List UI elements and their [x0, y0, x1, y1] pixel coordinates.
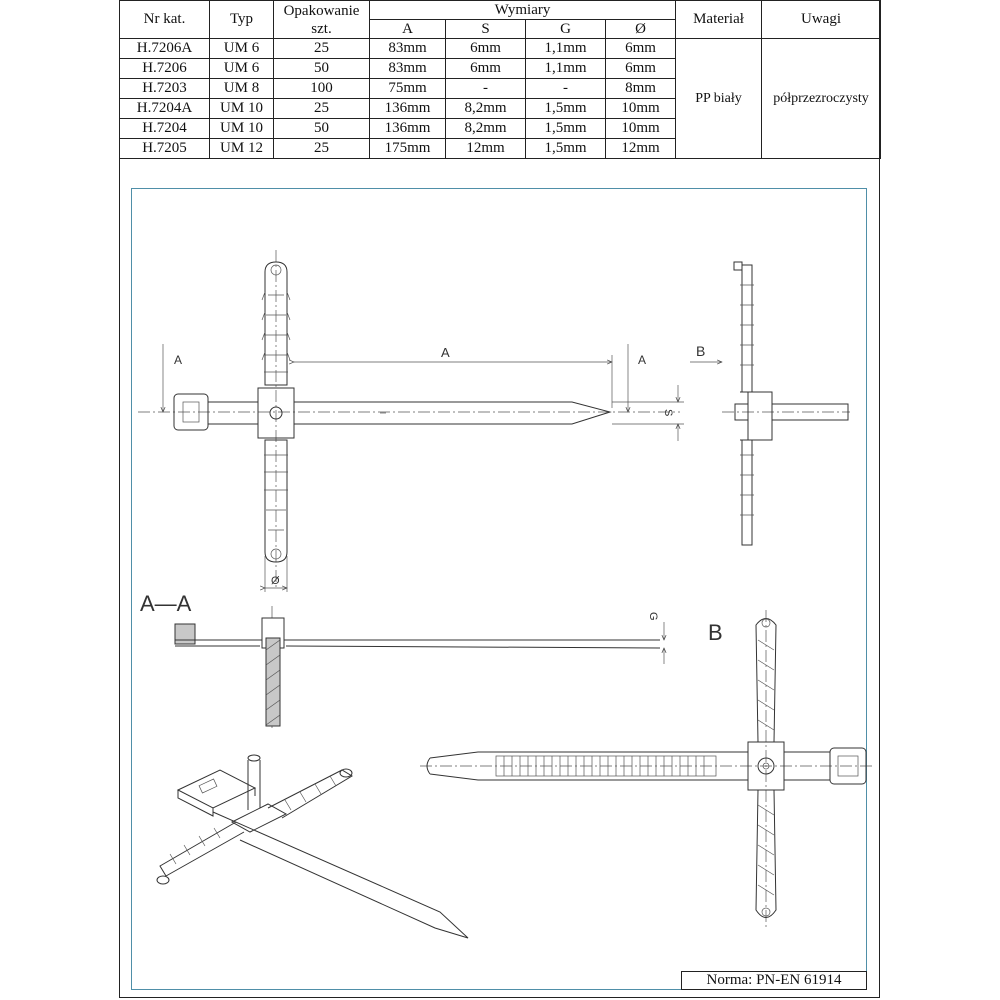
cell-nr: H.7203 — [120, 79, 210, 99]
front-view — [138, 250, 684, 592]
cell-s: 12mm — [446, 139, 526, 159]
cell-szt: 50 — [274, 59, 370, 79]
section-marker-right: A — [638, 353, 647, 367]
cell-g: 1,1mm — [526, 39, 606, 59]
cell-d: 6mm — [606, 59, 676, 79]
view-b — [420, 610, 872, 930]
isometric-view — [157, 755, 468, 938]
cell-d: 12mm — [606, 139, 676, 159]
header-nr-kat: Nr kat. — [120, 1, 210, 39]
section-title: A—A — [140, 591, 192, 616]
header-material: Materiał — [676, 1, 762, 39]
cell-s: 6mm — [446, 59, 526, 79]
dim-label-d: Ø — [271, 575, 280, 587]
cell-s: - — [446, 79, 526, 99]
header-wymiary: Wymiary — [370, 1, 676, 20]
cell-typ: UM 10 — [210, 99, 274, 119]
section-a-a — [140, 591, 664, 728]
cell-s: 6mm — [446, 39, 526, 59]
cell-a: 136mm — [370, 99, 446, 119]
cell-nr: H.7204 — [120, 119, 210, 139]
norm-label: Norma: PN-EN 61914 — [681, 971, 867, 990]
cell-typ: UM 12 — [210, 139, 274, 159]
cell-g: 1,5mm — [526, 119, 606, 139]
cell-g: 1,5mm — [526, 99, 606, 119]
cell-typ: UM 8 — [210, 79, 274, 99]
cell-a: 83mm — [370, 59, 446, 79]
cell-material: PP biały — [676, 39, 762, 159]
dim-label-s: S — [662, 409, 674, 417]
cell-typ: UM 6 — [210, 39, 274, 59]
cell-typ: UM 10 — [210, 119, 274, 139]
cell-a: 83mm — [370, 39, 446, 59]
side-view — [690, 262, 850, 545]
header-dim-a: A — [370, 20, 446, 39]
dim-label-a: A — [441, 345, 450, 360]
cell-g: - — [526, 79, 606, 99]
cell-d: 6mm — [606, 39, 676, 59]
cell-nr: H.7205 — [120, 139, 210, 159]
dim-label-g: G — [647, 612, 659, 621]
view-marker-b: B — [696, 343, 706, 359]
cell-uwagi: półprzezroczysty — [762, 39, 881, 159]
section-marker-left: A — [174, 353, 183, 367]
cell-a: 75mm — [370, 79, 446, 99]
cell-szt: 50 — [274, 119, 370, 139]
view-b-title: B — [708, 620, 723, 645]
cell-s: 8,2mm — [446, 119, 526, 139]
header-opakowanie: Opakowanie szt. — [274, 1, 370, 39]
cell-d: 8mm — [606, 79, 676, 99]
cell-szt: 25 — [274, 139, 370, 159]
cell-s: 8,2mm — [446, 99, 526, 119]
cell-nr: H.7204A — [120, 99, 210, 119]
header-dim-d: Ø — [606, 20, 676, 39]
cell-szt: 100 — [274, 79, 370, 99]
cell-d: 10mm — [606, 99, 676, 119]
cell-nr: H.7206A — [120, 39, 210, 59]
header-uwagi: Uwagi — [762, 1, 881, 39]
header-dim-s: S — [446, 20, 526, 39]
cell-nr: H.7206 — [120, 59, 210, 79]
header-dim-g: G — [526, 20, 606, 39]
cell-szt: 25 — [274, 39, 370, 59]
cell-g: 1,5mm — [526, 139, 606, 159]
cell-g: 1,1mm — [526, 59, 606, 79]
cell-szt: 25 — [274, 99, 370, 119]
cell-d: 10mm — [606, 119, 676, 139]
cell-a: 136mm — [370, 119, 446, 139]
cell-a: 175mm — [370, 139, 446, 159]
cell-typ: UM 6 — [210, 59, 274, 79]
header-typ: Typ — [210, 1, 274, 39]
